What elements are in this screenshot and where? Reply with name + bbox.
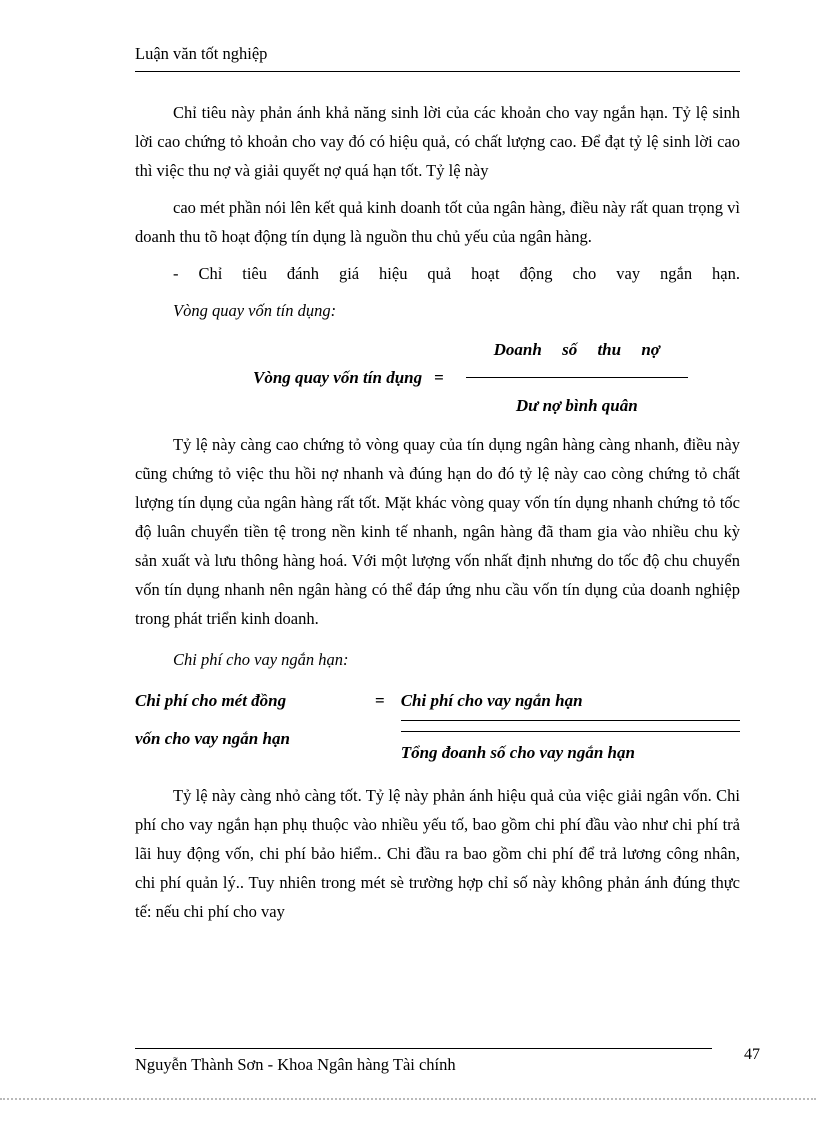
paragraph-turnover-explanation: Tỷ lệ này càng cao chứng tỏ vòng quay của tín dụng ngân hàng càng nhanh, điều này cũng chứng tỏ việc thu hồi nợ nhanh và đúng hạn do đó tỷ lệ này cao còng chứng tỏ chất lượng tín dụng của ngân hàng rất tốt. Mặt khác vòng quay vốn tín dụng nhanh chứng tỏ tốc độ luân chuyển tiền tệ trong nền kinh tế nhanh, ngân hàng đã tham gia vào nhiều chu kỳ sản xuất và lưu thông hàng hoá. Với một lượng vốn nhất định nhưng do tốc độ chu chuyển vốn tín dụng nhanh nên ngân hàng có thể đáp ứng nhu cầu vốn tín dụng của doanh nghiệp trong phát triển kinh doanh. [135,435,740,628]
footer-rule [135,1048,712,1049]
page-break-dotted-line [0,1098,816,1100]
formula-turnover-equals: = [434,368,444,387]
page-number: 47 [744,1046,760,1063]
formula-cost-fraction [401,686,740,767]
header-title: Luận văn tốt nghiệp [135,44,268,63]
fraction-bar [466,377,688,378]
formula-cost-lhs-line2: vốn cho vay ngắn hạn [135,729,290,748]
paragraph-criteria-intro: - Chỉ tiêu đánh giá hiệu quả hoạt động cho vay ngắn hạn. [173,264,740,283]
formula-lending-cost [135,686,740,767]
formula-cost-lhs [135,686,367,753]
formula-turnover-lhs: Vòng quay vốn tín dụng [253,368,423,387]
heading-turnover-ratio: Vòng quay vốn tín dụng: [173,301,337,320]
paragraph-profitability-1: Chỉ tiêu này phản ánh khả năng sinh lời của các khoản cho vay ngắn hạn. Tỷ lệ sinh lời cao chứng tỏ khoản cho vay đó có hiệu quả, có chất lượng cao. Để đạt tỷ lệ sinh lời cao thì việc thu nợ và giải quyết nợ quá hạn tốt. Tỷ lệ này [135,103,740,180]
fraction-bar [401,731,740,732]
paragraph-profitability-2: cao mét phần nói lên kết quả kinh doanh tốt của ngân hàng, điều này rất quan trọng vì doanh thu tõ hoạt động tín dụng là nguồn thu chủ yếu của ngân hàng. [135,198,740,246]
heading-lending-cost: Chi phí cho vay ngắn hạn: [173,650,349,669]
formula-cost-denominator: Tổng đoanh số cho vay ngắn hạn [400,743,635,762]
formula-cost-numerator: Chi phí cho vay ngắn hạn [401,686,740,721]
formula-cost-lhs-line1: Chi phí cho mét đồng [135,691,287,710]
page-header [135,44,740,72]
formula-turnover-denominator: Dư nợ bình quân [515,396,638,415]
formula-turnover-numerator: Doanh số thu nợ [493,340,660,359]
formula-cost-equals: = [375,691,385,710]
paragraph-cost-explanation: Tỷ lệ này càng nhỏ càng tốt. Tỷ lệ này phản ánh hiệu quả của việc giải ngân vốn. Chi phí cho vay ngắn hạn phụ thuộc vào nhiều yếu tố, bao gồm chi phí đầu vào như chi phí trả lãi huy động vốn, chi phí bảo hiểm.. Chi đầu ra bao gồm chi phí để trả lương công nhân, chi phí quản lý.. Tuy nhiên trong mét sè trường hợp chỉ số này không phản ánh đúng thực tế: nếu chi phí cho vay [135,786,740,921]
footer-author: Nguyễn Thành Sơn - Khoa Ngân hàng Tài chính [135,1055,456,1074]
document-body [135,98,740,926]
formula-turnover-fraction [466,335,688,420]
formula-credit-turnover [253,335,740,420]
